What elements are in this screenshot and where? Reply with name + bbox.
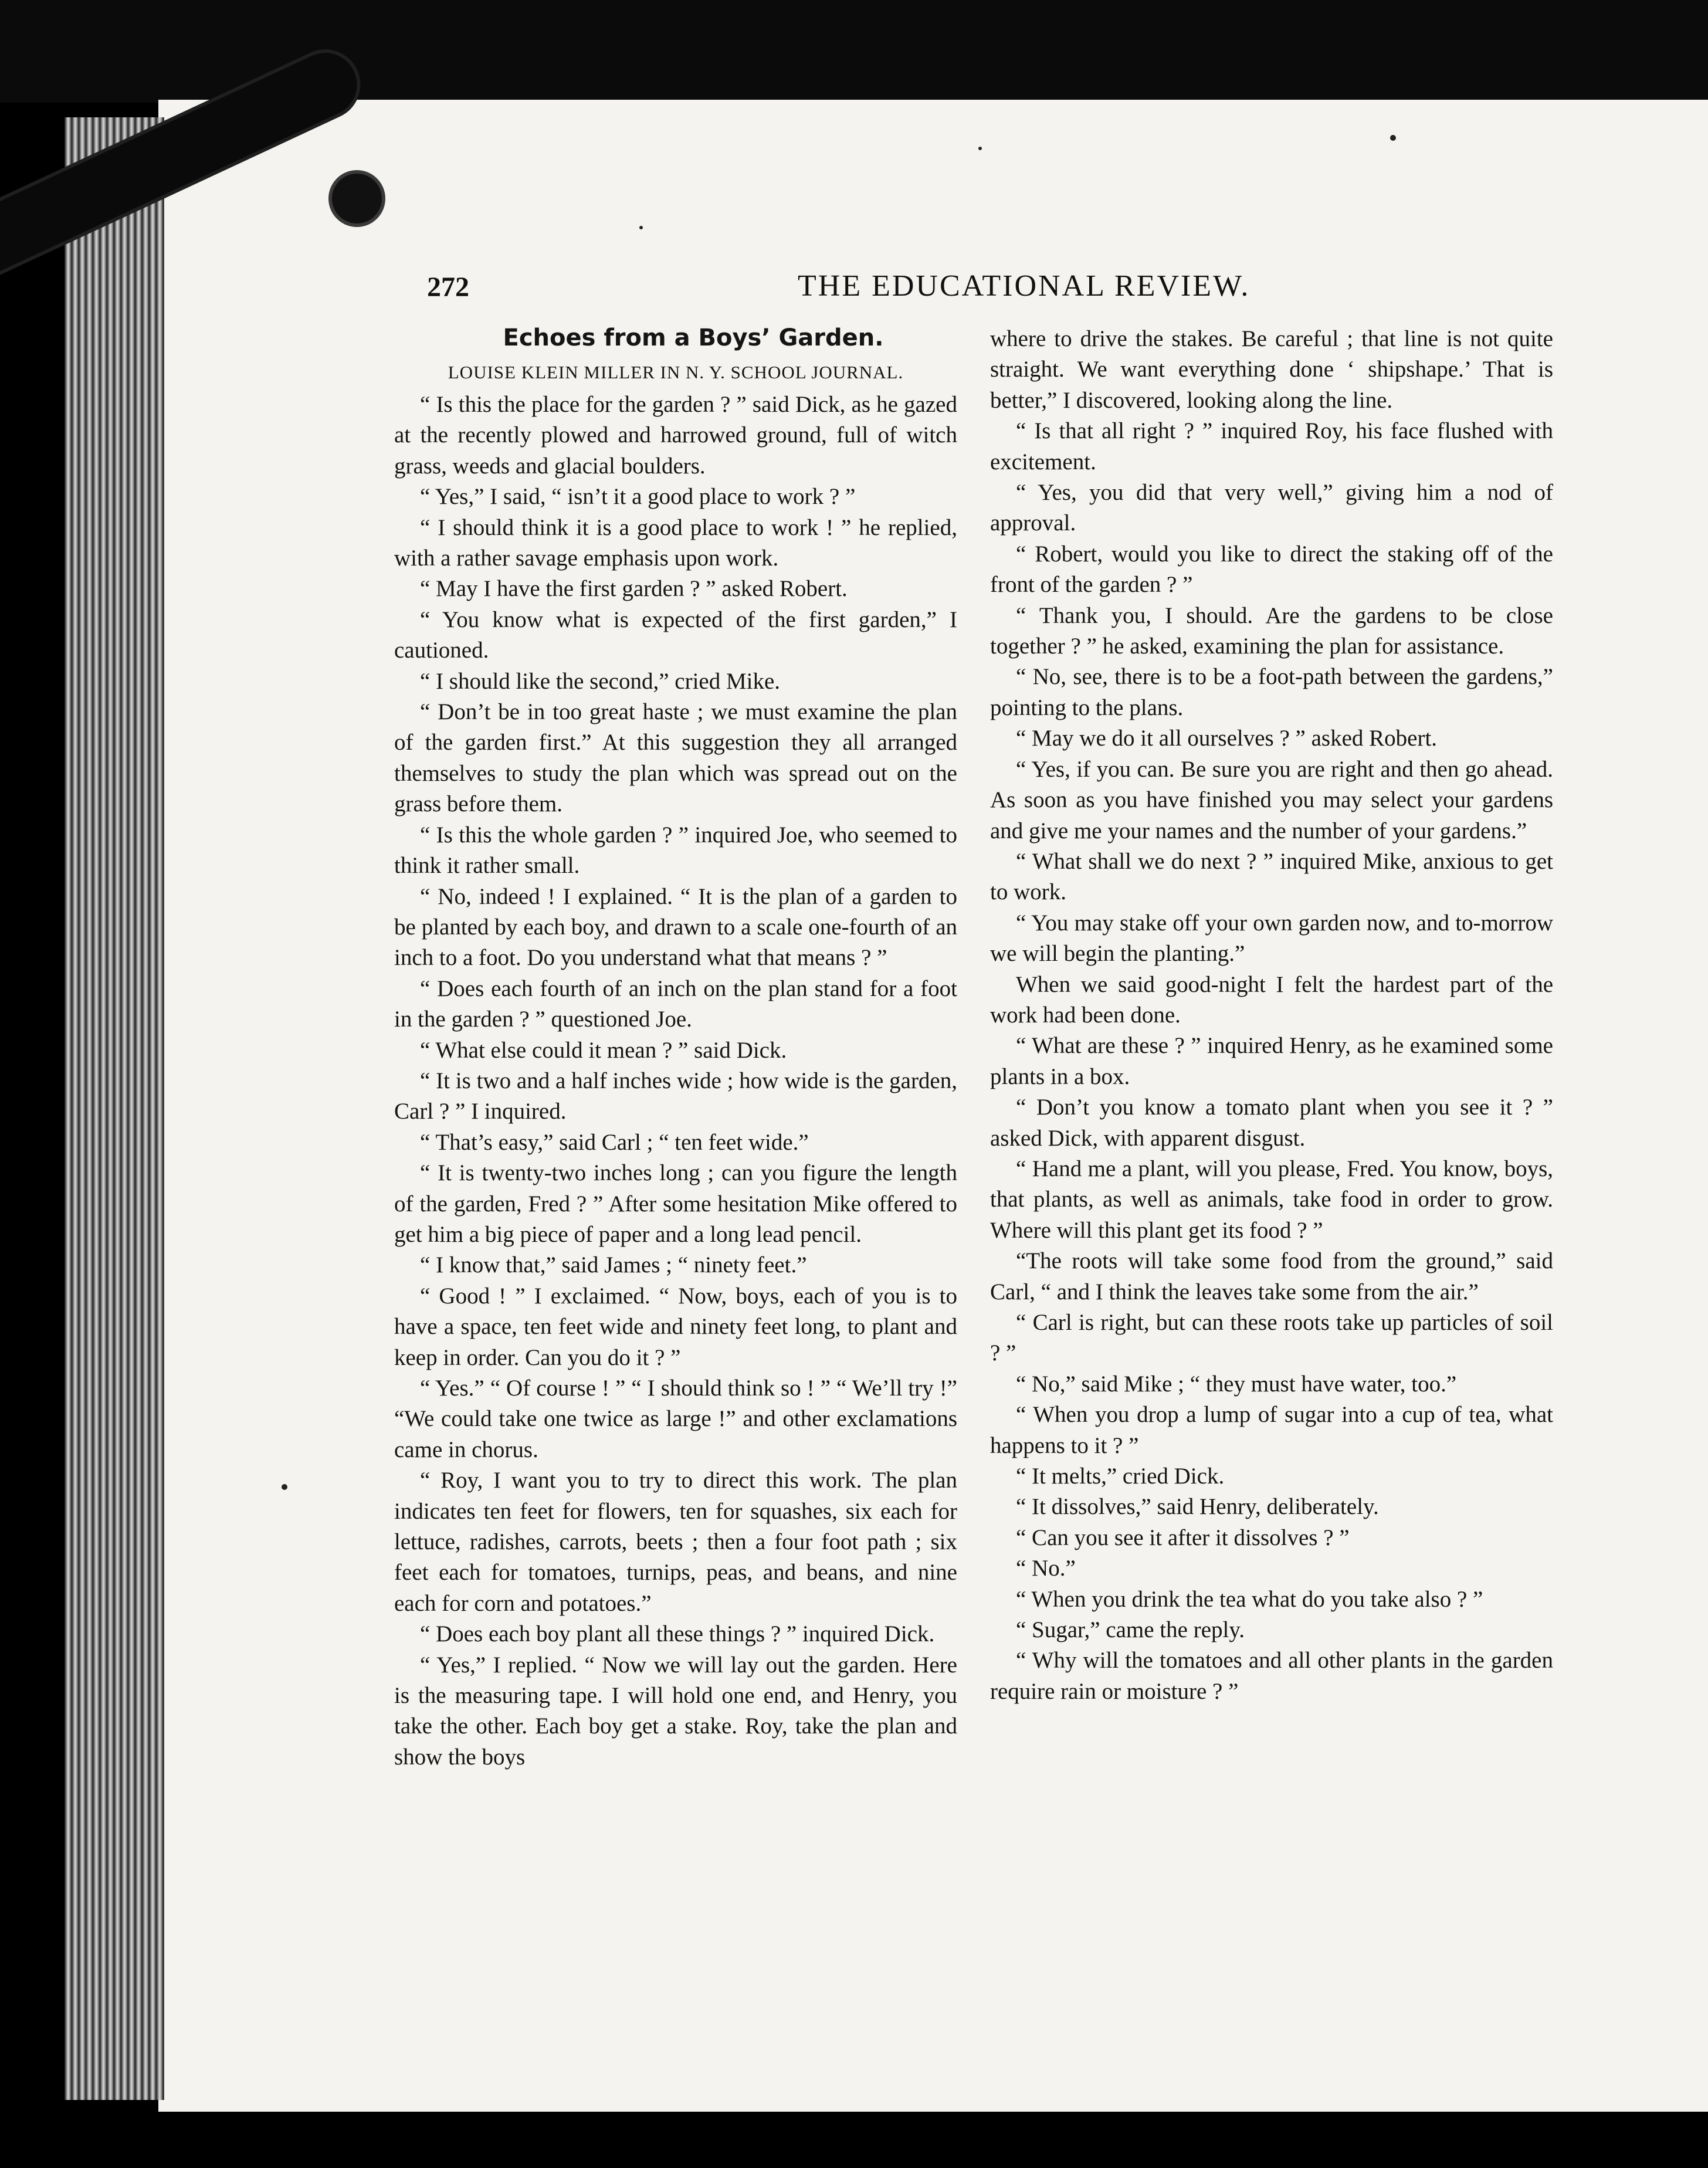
paragraph: “ It melts,” cried Dick. xyxy=(1016,1464,1225,1489)
page-edges xyxy=(65,117,164,2100)
paragraph: “ May we do it all ourselves ? ” asked Robert. xyxy=(1016,726,1438,751)
paragraph: “ Is this the place for the garden ? ” said Dick, as he gazed at the recently plowed and harrowed ground, full of witch grass, weeds and glacial boulders. xyxy=(394,392,957,479)
paragraph: “ You know what is expected of the first garden,” I cautioned. xyxy=(394,607,957,663)
page-number: 272 xyxy=(427,272,469,303)
paragraph: “ It dissolves,” said Henry, deliberately. xyxy=(1016,1494,1379,1520)
paragraph: “ That’s easy,” said Carl ; “ ten feet wide.” xyxy=(420,1129,809,1155)
paragraph: “ When you drink the tea what do you take also ? ” xyxy=(1016,1586,1483,1612)
paragraph: “ May I have the first garden ? ” asked Robert. xyxy=(420,576,848,602)
paragraph: “ Robert, would you like to direct the staking off of the front of the garden ? ” xyxy=(990,541,1553,598)
running-head: THE EDUCATIONAL REVIEW. xyxy=(798,269,1250,303)
paragraph: “ Hand me a plant, will you please, Fred. You know, boys, that plants, as well as animals, take food in order to grow. Where will this plant get its food ? ” xyxy=(990,1156,1553,1243)
paragraph: “ Is that all right ? ” inquired Roy, his face flushed with excitement. xyxy=(990,418,1553,475)
paragraph: “ Don’t be in too great haste ; we must examine the plan of the garden first.” At this suggestion they all arranged themselves to study the plan which was spread out on the grass before them. xyxy=(394,699,957,817)
paragraph: “ Thank you, I should. Are the gardens to be close together ? ” he asked, examining the plan for assistance. xyxy=(990,602,1553,659)
dust-speck xyxy=(282,1484,287,1490)
paragraph: “ What else could it mean ? ” said Dick. xyxy=(420,1037,787,1063)
paragraph: “The roots will take some food from the ground,” said Carl, “ and I think the leaves take some from the air.” xyxy=(990,1248,1553,1305)
paragraph: “ I know that,” said James ; “ ninety feet.” xyxy=(420,1252,807,1278)
paragraph: “ I should like the second,” cried Mike. xyxy=(420,668,781,694)
paragraph: “ Does each boy plant all these things ? ” inquired Dick. xyxy=(420,1621,935,1647)
paragraph: “ No.” xyxy=(1016,1556,1076,1581)
dust-speck xyxy=(639,226,643,229)
paragraph: “ Good ! ” I exclaimed. “ Now, boys, each of you is to have a space, ten feet wide and ninety feet long, to plant and keep in order. Can you do it ? ” xyxy=(394,1283,957,1370)
paragraph: “ It is two and a half inches wide ; how wide is the garden, Carl ? ” I inquired. xyxy=(394,1068,957,1124)
paragraph: “ Sugar,” came the reply. xyxy=(1016,1617,1245,1643)
paragraph: “ Yes, if you can. Be sure you are right and then go ahead. As soon as you have finished you may select your gardens and give me your names and the number of your gardens.” xyxy=(990,756,1553,844)
paragraph: “ I should think it is a good place to work ! ” he replied, with a rather savage emphasis upon work. xyxy=(394,514,957,571)
dust-speck xyxy=(978,147,982,150)
dust-speck xyxy=(1390,135,1396,141)
paragraph: “ No, see, there is to be a foot-path between the gardens,” pointing to the plans. xyxy=(990,664,1553,720)
paragraph: “ You may stake off your own garden now, and to-morrow we will begin the planting.” xyxy=(990,910,1553,967)
article-title: Echoes from a Boys’ Garden. xyxy=(503,324,884,351)
paragraph: “ Don’t you know a tomato plant when you see it ? ” asked Dick, with apparent disgust. xyxy=(990,1095,1553,1151)
paragraph: “ It is twenty-two inches long ; can you figure the length of the garden, Fred ? ” After some hesitation Mike offered to get him a big piece of paper and a long lead pencil. xyxy=(394,1160,957,1247)
paragraph: “ Carl is right, but can these roots take up particles of soil ? ” xyxy=(990,1310,1553,1366)
article-byline: LOUISE KLEIN MILLER IN N. Y. SCHOOL JOURNAL. xyxy=(448,362,904,382)
paragraph: “ No, indeed ! I explained. “ It is the plan of a garden to be planted by each boy, and drawn to a scale one-fourth of an inch to a foot. Do you understand what that means ? ” xyxy=(394,883,957,971)
pen-tip xyxy=(328,170,385,227)
paragraph: “ Yes,” I replied. “ Now we will lay out the garden. Here is the measuring tape. I will hold one end, and Henry, you take the other. Each boy get a stake. Roy, take the plan and show the boys xyxy=(394,1652,957,1770)
paragraph: “ What are these ? ” inquired Henry, as he examined some plants in a box. xyxy=(990,1033,1553,1089)
paragraph: “ Why will the tomatoes and all other plants in the garden require rain or moisture ? ” xyxy=(990,1648,1553,1704)
paragraph: “ Yes, you did that very well,” giving him a nod of approval. xyxy=(990,480,1553,536)
scan-border-bottom xyxy=(0,2112,1708,2168)
paragraph: “ Does each fourth of an inch on the plan stand for a foot in the garden ? ” questioned Joe. xyxy=(394,975,957,1032)
paragraph: “ Yes,” I said, “ isn’t it a good place to work ? ” xyxy=(420,484,856,510)
paragraph: When we said good-night I felt the hardest part of the work had been done. xyxy=(990,971,1553,1028)
paragraph: “ Roy, I want you to try to direct this work. The plan indicates ten feet for flowers, ten for squashes, six each for lettuce, radishes, carrots, beets ; then a four foot path ; six feet each for tomatoes, turnips, peas, and beans, and nine each for corn and potatoes.” xyxy=(394,1468,957,1616)
paragraph: where to drive the stakes. Be careful ; that line is not quite straight. We want everything done ‘ shipshape.’ That is better,” I discovered, looking along the line. xyxy=(990,326,1553,413)
paragraph: “ When you drop a lump of sugar into a cup of tea, what happens to it ? ” xyxy=(990,1402,1553,1458)
paragraph: “ Is this the whole garden ? ” inquired Joe, who seemed to think it rather small. xyxy=(394,822,957,879)
paragraph: “ Can you see it after it dissolves ? ” xyxy=(1016,1525,1350,1550)
paragraph: “ No,” said Mike ; “ they must have water, too.” xyxy=(1016,1371,1457,1397)
right-column xyxy=(990,324,1553,1707)
paragraph: “ Yes.” “ Of course ! ” “ I should think so ! ” “ We’ll try !” “We could take one twice as large !” and other exclamations came in chorus. xyxy=(394,1376,957,1462)
left-column xyxy=(394,323,957,1773)
paragraph: “ What shall we do next ? ” inquired Mike, anxious to get to work. xyxy=(990,848,1553,905)
